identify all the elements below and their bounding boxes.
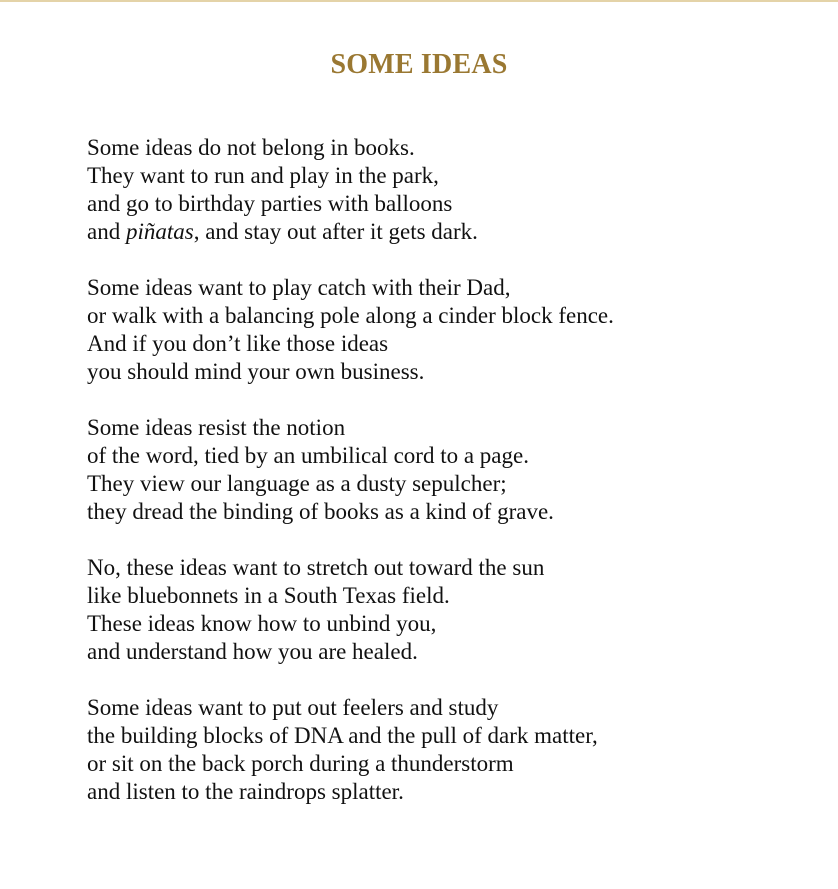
poem-body bbox=[87, 134, 807, 834]
poem-line: they dread the binding of books as a kind of grave. bbox=[87, 499, 554, 524]
poem-line: No, these ideas want to stretch out toward the sun bbox=[87, 555, 545, 580]
italic-word: piñatas bbox=[125, 219, 194, 244]
poem-line: and go to birthday parties with balloons bbox=[87, 191, 453, 216]
stanza-3 bbox=[87, 414, 807, 526]
line-text-before: and bbox=[87, 219, 126, 244]
poem-line: Some ideas want to put out feelers and study bbox=[87, 695, 499, 720]
poem-line: Some ideas do not belong in books. bbox=[87, 135, 415, 160]
top-rule bbox=[0, 0, 838, 2]
poem-line: you should mind your own business. bbox=[87, 359, 425, 384]
line-text-after: , and stay out after it gets dark. bbox=[193, 219, 478, 244]
poem-line: and understand how you are healed. bbox=[87, 639, 418, 664]
poem-line: They want to run and play in the park, bbox=[87, 163, 439, 188]
poem-line-with-italic bbox=[87, 218, 807, 246]
poem-line: Some ideas want to play catch with their Dad, bbox=[87, 275, 511, 300]
poem-line: They view our language as a dusty sepulcher; bbox=[87, 471, 507, 496]
poem-line: like bluebonnets in a South Texas field. bbox=[87, 583, 450, 608]
poem-title: SOME IDEAS bbox=[330, 48, 508, 80]
stanza-4 bbox=[87, 554, 807, 666]
stanza-5 bbox=[87, 694, 807, 806]
poem-line: Some ideas resist the notion bbox=[87, 415, 346, 440]
stanza-1 bbox=[87, 134, 807, 246]
poem-line: These ideas know how to unbind you, bbox=[87, 611, 437, 636]
poem-line: or sit on the back porch during a thunderstorm bbox=[87, 751, 514, 776]
poem-line: and listen to the raindrops splatter. bbox=[87, 779, 404, 804]
poem-line: And if you don’t like those ideas bbox=[87, 331, 389, 356]
poem-line: of the word, tied by an umbilical cord to a page. bbox=[87, 443, 529, 468]
poem-line: the building blocks of DNA and the pull of dark matter, bbox=[87, 723, 598, 748]
poem-line: or walk with a balancing pole along a cinder block fence. bbox=[87, 303, 614, 328]
stanza-2 bbox=[87, 274, 807, 386]
